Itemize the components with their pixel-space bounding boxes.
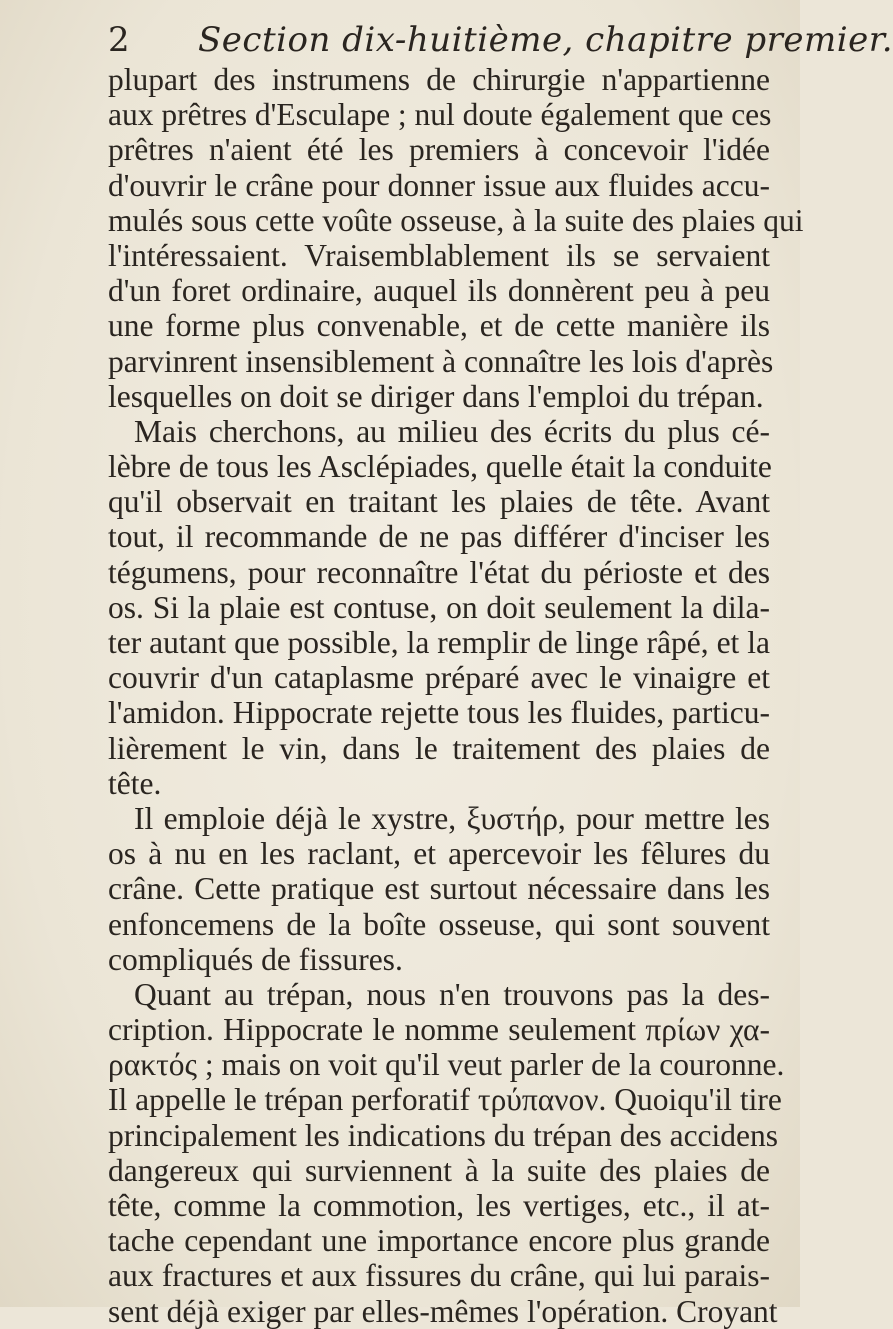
text-line: une forme plus convenable, et de cette manière ils [108, 308, 770, 344]
text-line: d'un foret ordinaire, auquel ils donnèrent peu à peu [108, 273, 770, 309]
text-line: lèbre de tous les Asclépiades, quelle était la conduite [108, 449, 772, 485]
text-line: os à nu en les raclant, et apercevoir les fêlures du [108, 836, 770, 872]
text-line: lesquelles on doit se diriger dans l'emploi du trépan. [108, 378, 764, 414]
running-title: Section dix-huitième, chapitre premier. [198, 20, 893, 60]
text-line: qu'il observait en traitant les plaies de tête. Avant [108, 484, 770, 520]
text-line: tout, il recommande de ne pas différer d'inciser les [108, 519, 770, 555]
text-line: lièrement le vin, dans le traitement des plaies de [108, 730, 770, 766]
page-number: 2 [108, 20, 130, 60]
text-line: enfoncemens de la boîte osseuse, qui sont souvent [108, 906, 770, 942]
paragraph-start-line: Quant au trépan, nous n'en trouvons pas la des- [134, 976, 770, 1012]
text-line: dangereux qui surviennent à la suite des plaies de [108, 1152, 770, 1188]
text-line: aux fractures et aux fissures du crâne, qui lui parais- [108, 1258, 770, 1294]
text-line: tégumens, pour reconnaître l'état du périoste et des [108, 554, 770, 590]
text-line: compliqués de fissures. [108, 941, 403, 977]
text-line: principalement les indications du trépan des accidens [108, 1117, 779, 1153]
text-line: os. Si la plaie est contuse, on doit seulement la dila- [108, 589, 770, 625]
paragraph-start-line: Mais cherchons, au milieu des écrits du plus cé- [134, 413, 770, 449]
running-head [108, 18, 893, 62]
body-text [108, 62, 804, 1329]
text-line: crâne. Cette pratique est surtout nécessaire dans les [108, 871, 770, 907]
text-line: l'amidon. Hippocrate rejette tous les fluides, particu- [108, 695, 770, 731]
text-line: Il appelle le trépan perforatif τρύπανον. Quoiqu'il tire [108, 1082, 782, 1118]
text-line: d'ouvrir le crâne pour donner issue aux fluides accu- [108, 167, 770, 203]
text-line: tête, comme la commotion, les vertiges, etc., il at- [108, 1188, 770, 1223]
text-line: parvinrent insensiblement à connaître les lois d'après [108, 343, 774, 379]
paragraph-start-line: Il emploie déjà le xystre, ξυστήρ, pour mettre les [134, 800, 770, 836]
text-line: mulés sous cette voûte osseuse, à la suite des plaies qui [108, 202, 804, 238]
text-line: plupart des instrumens de chirurgie n'appartienne [108, 62, 770, 97]
text-line: ρακτός ; mais on voit qu'il veut parler de la couronne. [108, 1047, 785, 1083]
text-line: aux prêtres d'Esculape ; nul doute également que ces [108, 97, 772, 133]
text-line: tête. [108, 765, 162, 801]
text-line: ter autant que possible, la remplir de linge râpé, et la [108, 625, 770, 660]
text-line: cription. Hippocrate le nomme seulement πρίων χα- [108, 1012, 770, 1048]
text-line: tache cependant une importance encore plus grande [108, 1223, 770, 1259]
text-line: couvrir d'un cataplasme préparé avec le vinaigre et [108, 660, 770, 696]
text-line: sent déjà exiger par elles-mêmes l'opération. Croyant [108, 1293, 778, 1329]
text-line: l'intéressaient. Vraisemblablement ils se servaient [108, 237, 770, 273]
text-line: prêtres n'aient été les premiers à concevoir l'idée [108, 132, 770, 168]
